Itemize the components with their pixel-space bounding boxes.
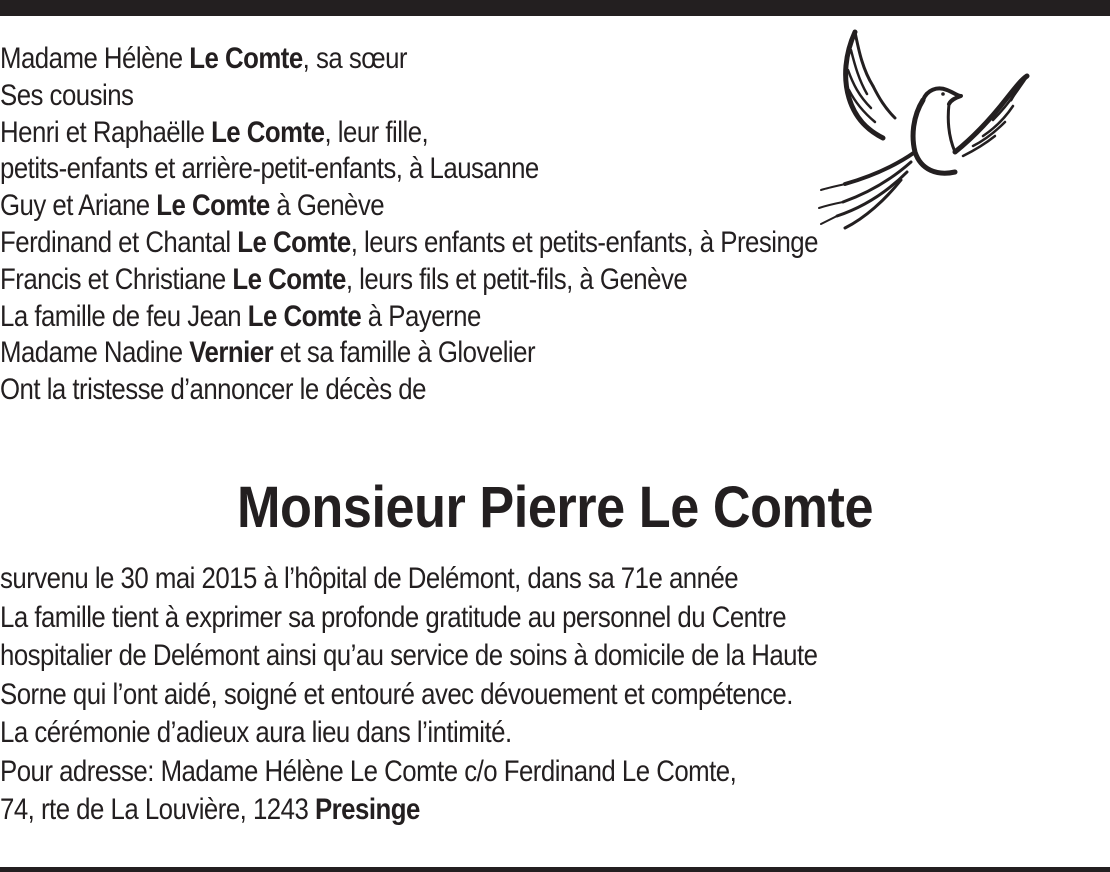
mourner-text: Francis et Christiane [0, 262, 233, 296]
mourner-line [0, 115, 955, 152]
family-name: Le Comte [237, 225, 351, 259]
details-text: Pour adresse: Madame Hélène Le Comte c/o Ferdinand Le Comte, [0, 754, 737, 788]
mourner-text: à Payerne [361, 299, 481, 333]
details-text: La famille tient à exprimer sa profonde gratitude au personnel du Centre [0, 600, 787, 634]
mourner-line [0, 151, 955, 188]
family-name: Le Comte [189, 42, 303, 75]
deceased-name: Monsieur Pierre Le Comte [236, 475, 874, 540]
family-name: Le Comte [247, 299, 362, 333]
mourner-text: , leur fille, [324, 115, 429, 149]
mourners-list [0, 41, 1110, 409]
mourner-line [0, 225, 955, 262]
top-border [0, 0, 1110, 16]
details-line [0, 714, 955, 753]
mourner-text: Ont la tristesse d’annoncer le décès de [0, 373, 426, 407]
details-text: survenu le 30 mai 2015 à l’hôpital de Delémont, dans sa 71e année [0, 562, 739, 595]
bottom-border [0, 867, 1110, 872]
mourner-text: Henri et Raphaëlle [0, 115, 212, 149]
details-text: Sorne qui l’ont aidé, soigné et entouré avec dévouement et compétence. [0, 677, 793, 711]
mourner-line [0, 335, 955, 372]
details-bold: Presinge [314, 793, 420, 826]
mourner-line [0, 41, 955, 78]
mourner-text: Guy et Ariane [0, 189, 157, 223]
mourner-text: Madame Nadine [0, 336, 190, 370]
mourner-text: Ferdinand et Chantal [0, 225, 238, 259]
announcement-line [0, 372, 955, 409]
mourner-text: Ses cousins [0, 78, 134, 112]
mourner-line [0, 78, 955, 115]
mourner-text: Madame Hélène [0, 42, 190, 75]
mourner-text: , sa sœur [302, 42, 407, 75]
family-name: Vernier [189, 336, 274, 370]
details-line [0, 560, 955, 599]
details-line [0, 676, 955, 715]
details-line [0, 599, 955, 638]
mourner-line [0, 188, 955, 225]
details-line [0, 637, 955, 676]
mourner-text: petits-enfants et arrière-petit-enfants, à Lausanne [0, 152, 539, 186]
details-text: La cérémonie d’adieux aura lieu dans l’intimité. [0, 716, 512, 749]
mourner-text: La famille de feu Jean [0, 299, 248, 333]
mourner-text: , leurs fils et petit-fils, à Genève [345, 262, 688, 296]
details-text: hospitalier de Delémont ainsi qu’au service de soins à domicile de la Haute [0, 639, 818, 672]
mourner-line [0, 299, 955, 336]
details-text: 74, rte de La Louvière, 1243 [0, 793, 315, 826]
family-name: Le Comte [156, 189, 270, 223]
mourner-text: à Genève [269, 189, 385, 223]
address-line [0, 753, 955, 792]
address-line [0, 791, 955, 830]
mourner-line [0, 262, 955, 299]
family-name: Le Comte [232, 262, 346, 296]
family-name: Le Comte [211, 115, 325, 149]
details-block [0, 560, 1110, 830]
mourner-text: , leurs enfants et petits-enfants, à Presinge [350, 225, 818, 259]
mourner-text: et sa famille à Glovelier [273, 336, 536, 370]
